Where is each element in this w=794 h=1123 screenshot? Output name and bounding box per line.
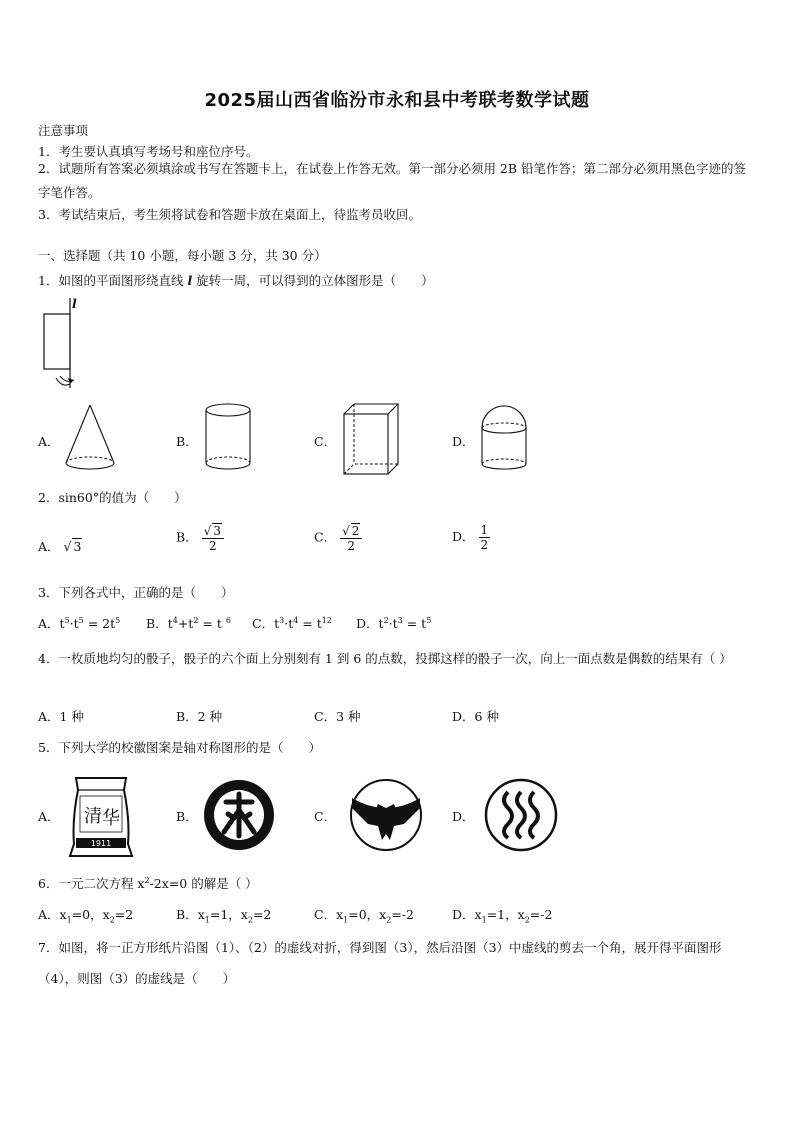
q2-d-label: D． [452, 529, 475, 544]
q3-option-c [252, 614, 332, 632]
q1-axis-var: l [187, 273, 193, 288]
question-5: 5．下列大学的校徽图案是轴对称图形的是（ ） [38, 740, 321, 755]
q3-base: t [167, 616, 173, 631]
q3-label: C． [252, 616, 275, 631]
q2-c-root: 2 [351, 524, 360, 538]
q2-d-fraction [479, 523, 491, 552]
q1-axis-label: l [72, 296, 77, 311]
q4-option-b: B．2 种 [176, 709, 223, 724]
q3-exp: 2 [193, 615, 199, 625]
q6-sub: 2 [386, 915, 392, 925]
q6-var: x [517, 907, 525, 922]
q3-exp: 12 [321, 615, 332, 625]
q6-sub: 2 [247, 915, 253, 925]
q6-var: x [197, 907, 205, 922]
question-2: 2．sin60°的值为（ ） [38, 490, 187, 505]
question-4: 4．一枚质地均匀的骰子，骰子的六个面上分别刻有 1 到 6 的点数，投掷这样的骰子一次，向上一面点数是偶数的结果有（ ） [38, 651, 732, 666]
q2-b-den: 2 [209, 539, 217, 553]
q6-val: =1， [486, 907, 518, 922]
q4-option-d: D．6 种 [452, 709, 499, 724]
q6-option-a [38, 905, 133, 925]
q6-val: =2 [252, 907, 272, 922]
q3-exp: 4 [293, 615, 299, 625]
peking-logo-icon [202, 778, 276, 852]
svg-text:华: 华 [102, 808, 120, 829]
q2-c-label: C． [314, 529, 337, 545]
q3-option-a [38, 614, 120, 632]
q2-option-b [176, 523, 224, 553]
logo-a-year: 1911 [90, 839, 112, 848]
q5-option-b: B． [176, 809, 198, 824]
q3-exp: 5 [64, 615, 70, 625]
cone-figure [62, 403, 118, 475]
q3-exp: 4 [172, 615, 178, 625]
notice-item-1: 1．考生要认真填写考场号和座位序号。 [38, 144, 259, 159]
q6-var: x [474, 907, 482, 922]
q6-sub: 1 [343, 915, 349, 925]
q4-option-c: C．3 种 [314, 709, 361, 724]
svg-text:清: 清 [84, 806, 102, 827]
cuboid-figure [340, 402, 400, 478]
q3-base: t [392, 616, 398, 631]
q6-text-pre: 6．一元二次方程 x [38, 876, 145, 891]
q3-base: t [73, 616, 79, 631]
notice-item-2: 2．试题所有答案必须填涂或书写在答题卡上，在试卷上作答无效。第一部分必须用 2B 铅笔作答；第二部分必须用黑色字迹的签字笔作答。 [38, 161, 747, 200]
q5-option-a: A． [38, 809, 60, 824]
q6-sub: 2 [524, 915, 530, 925]
q3-op: · [284, 616, 289, 631]
page-title: 2025届山西省临汾市永和县中考联考数学试题 [204, 90, 590, 111]
notice-item-3: 3．考试结束后，考生须将试卷和答题卡放在桌面上，待监考员收回。 [38, 207, 421, 222]
q6-val: =-2 [529, 907, 553, 922]
q6-val: =0， [348, 907, 380, 922]
q6-option-c [314, 905, 414, 925]
q3-base: t [274, 616, 280, 631]
q3-eq: = t [298, 616, 322, 631]
q3-option-b [146, 614, 231, 632]
q2-a-label: A． [38, 539, 60, 554]
q6-var: x [240, 907, 248, 922]
question-7: 7．如图，将一正方形纸片沿图（1）、（2）的虚线对折，得到图（3），然后沿图（3）中虚线的剪去一个角，展开得平面图形（4），则图（3）的虚线是（ ） [38, 940, 722, 986]
q2-a-root: 3 [73, 539, 82, 554]
capped-cylinder-figure [478, 404, 530, 476]
question-3: 3．下列各式中，正确的是（ ） [38, 585, 234, 600]
q2-c-fraction: $\frac{√ 2}{2}$ [340, 523, 362, 553]
q6-exp: 2 [144, 875, 150, 885]
q3-label: B． [146, 616, 168, 631]
q1-text-post: 旋转一周，可以得到的立体图形是（ ） [192, 273, 434, 288]
q1-option-b: B． [176, 434, 198, 449]
q6-option-b [176, 905, 271, 925]
q3-op: + [177, 616, 189, 631]
q6-var: x [379, 907, 387, 922]
q6-val: =0， [71, 907, 103, 922]
q2-d-num: 1 [480, 523, 489, 537]
q3-label: D． [356, 616, 379, 631]
q3-base: t [288, 616, 294, 631]
q3-label: A． [38, 616, 60, 631]
q6-sub: 1 [66, 915, 72, 925]
q3-op: · [388, 616, 393, 631]
q5-option-d: D． [452, 809, 475, 824]
section-heading: 一、选择题（共 10 小题，每小题 3 分，共 30 分） [38, 248, 327, 263]
q2-option-a: A． √ 3 [38, 539, 82, 554]
q6-var: x [59, 907, 67, 922]
q6-var: x [102, 907, 110, 922]
q6-val: =1， [209, 907, 241, 922]
q3-base: t [59, 616, 65, 631]
q3-exp: 6 [225, 615, 231, 625]
cylinder-figure [202, 401, 254, 475]
q6-sub: 2 [109, 915, 115, 925]
q3-eq: = 2t [83, 616, 116, 631]
q3-base: t [188, 616, 194, 631]
q3-exp: 5 [115, 615, 121, 625]
q3-exp: 2 [383, 615, 389, 625]
q1-text-pre: 1．如图的平面图形绕直线 [38, 273, 188, 288]
q1-rectangle-figure [38, 296, 88, 396]
q1-option-a: A． [38, 434, 60, 449]
q6-sub: 1 [204, 915, 210, 925]
q6-text-post: -2x=0 的解是（ ） [149, 876, 258, 891]
q3-eq: = t [198, 616, 226, 631]
q2-option-c [314, 523, 362, 553]
q2-b-label: B． [176, 529, 198, 545]
question-6 [38, 874, 258, 892]
notice-heading: 注意事项 [38, 123, 89, 138]
q3-exp: 5 [78, 615, 84, 625]
q2-c-den: 2 [347, 539, 356, 553]
q2-option-d [452, 523, 490, 552]
tsinghua-logo-icon [66, 774, 136, 858]
q6-var: x [336, 907, 344, 922]
q6-val: =2 [114, 907, 134, 922]
q6-label: D． [452, 907, 475, 922]
q3-base: t [378, 616, 384, 631]
q3-option-d [356, 614, 431, 632]
q1-option-d: D． [452, 434, 475, 449]
waves-logo-icon [484, 778, 558, 852]
q6-label: C． [314, 907, 337, 922]
q5-option-c: C． [314, 809, 337, 824]
q6-label: A． [38, 907, 60, 922]
q1-option-c: C． [314, 434, 337, 449]
q6-option-d [452, 905, 552, 925]
q6-sub: 1 [481, 915, 487, 925]
eagle-logo-icon [348, 778, 424, 852]
q3-op: · [69, 616, 74, 631]
q2-b-root: 3 [213, 524, 221, 538]
q3-exp: 3 [397, 615, 403, 625]
q4-option-a: A．1 种 [38, 709, 84, 724]
q3-eq: = t [402, 616, 427, 631]
q6-label: B． [176, 907, 198, 922]
q3-exp: 3 [279, 615, 285, 625]
q6-val: =-2 [391, 907, 414, 922]
q2-d-den: 2 [480, 538, 489, 552]
q3-exp: 5 [426, 615, 432, 625]
q2-b-fraction: $\frac{√ 3}{2}$ [202, 523, 224, 553]
question-1 [38, 271, 434, 289]
